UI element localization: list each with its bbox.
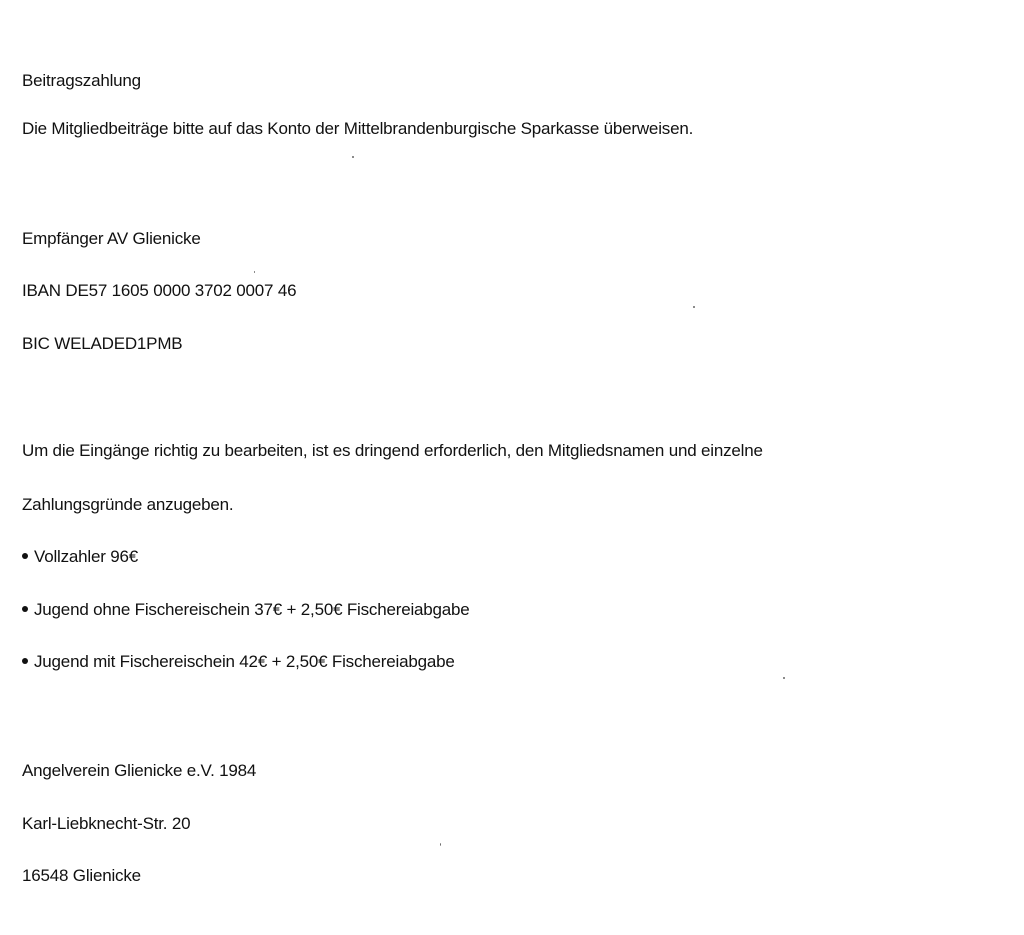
bank-recipient: Empfänger AV Glienicke (22, 229, 201, 248)
address-city: 16548 Glienicke (22, 866, 141, 885)
scan-speck (440, 843, 441, 846)
address-club: Angelverein Glienicke e.V. 1984 (22, 761, 257, 780)
fee-item-label: Jugend mit Fischereischein 42€ + 2,50€ Fischereiabgabe (34, 652, 455, 671)
fee-item-youth-without-license (22, 599, 470, 621)
notice-line-2: Zahlungsgründe anzugeben. (22, 495, 234, 514)
bullet-icon (22, 606, 28, 612)
scan-speck (783, 677, 785, 679)
notice-line-1: Um die Eingänge richtig zu bearbeiten, ist es dringend erforderlich, den Mitgliedsnamen und einzelne (22, 441, 763, 460)
fee-item-full-member (22, 546, 138, 568)
address-street: Karl-Liebknecht-Str. 20 (22, 814, 191, 833)
transfer-instruction: Die Mitgliedbeiträge bitte auf das Konto der Mittelbrandenburgische Sparkasse überweisen. (22, 119, 694, 138)
fee-item-label: Vollzahler 96€ (34, 547, 138, 566)
fee-item-label: Jugend ohne Fischereischein 37€ + 2,50€ Fischereiabgabe (34, 600, 470, 619)
fee-item-youth-with-license (22, 651, 455, 673)
bank-iban: IBAN DE57 1605 0000 3702 0007 46 (22, 281, 297, 300)
scan-speck (254, 271, 255, 273)
bullet-icon (22, 553, 28, 559)
scan-speck (693, 306, 695, 308)
scan-speck (352, 156, 354, 158)
bank-bic: BIC WELADED1PMB (22, 334, 183, 353)
document-heading: Beitragszahlung (22, 71, 141, 90)
bullet-icon (22, 658, 28, 664)
